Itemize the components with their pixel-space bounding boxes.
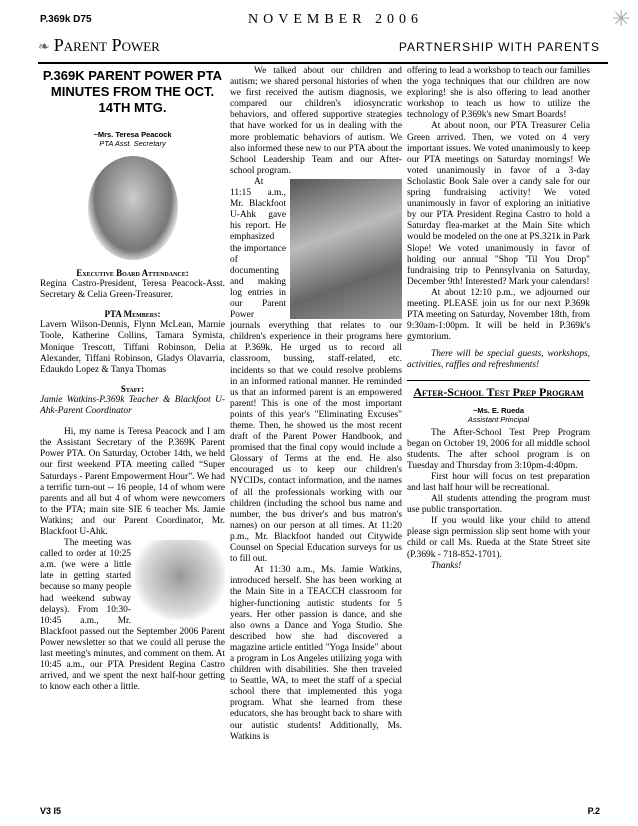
header-month: NOVEMBER 2006 <box>248 12 424 27</box>
partnership-banner: PARTNERSHIP WITH PARENTS <box>398 40 600 54</box>
header-rule <box>38 62 608 64</box>
sidebar-byline: ~Ms. E. Rueda <box>472 405 525 415</box>
col3-paragraph-3: At about 12:10 p.m., we adjourned our meeting. PLEASE join us for our next P.369k PTA meeting on Saturday, November 18th, from 9:30am-1:00pm. It will be held in P.369k's gymtorium. <box>407 287 590 343</box>
members-heading: PTA Members: <box>104 309 161 320</box>
staff-text: Jamie Watkins-P.369k Teacher & Blackfoot U-Ahk-Parent Coordinator <box>40 394 225 417</box>
staff-heading: Staff: <box>120 383 145 394</box>
col3-paragraph-4: There will be special guests, workshops, activities, raffles and refreshments! <box>407 349 590 371</box>
sidebar-title <box>407 380 590 400</box>
col3-paragraph-2: At about noon, our PTA Treasurer Celia Green arrived. Then, we voted on 4 very important issues. We voted unanimously to keep our PTA meetings on Saturday mornings! We voted unanimously in favor of a 3-day Scholastic Book Sale over a candy sale for our spring fundraising activity! We voted unanimously in favor of exploring an initiative by our PTA President Regina Castro to hold a Saturday flea-market at the Main Site which would be modeled on the one at PS.321k in Park Slope! We voted unanimously in favor of holding our annual "Shop 'Til You Drop" fundraising trip to Pennsylvania on Saturday, December 9th! Interested? Mark your calendars! <box>407 121 590 287</box>
exec-heading: Executive Board Attendance: <box>76 268 189 278</box>
members-text: Lavern Wilson-Dennis, Flynn McLean, Marnie Toole, Katherine Collins, Tamara Symista, Monique Trescott, Tiffani Robinson, Delia Alexander, Tiffani Robinson, Gladys Olavarria, Edaukdo Lopez & Tanya Thomas <box>40 320 225 375</box>
article-byline-role: PTA Asst. Secretary <box>99 139 166 148</box>
article-byline: ~Mrs. Teresa Peacock <box>93 130 172 139</box>
footer-volume: V3 I5 <box>40 806 62 816</box>
sidebar-byline-role: Assistant Principal <box>467 414 530 424</box>
col1-paragraph-2: The meeting was called to order at 10:25 a.m. (we were a little late in getting started because so many people had weekend subway delays). From 10:30-10:45 a.m., Mr. Blackfoot passed out the September 2006 Parent Power newsletter so that we could all peruse the last meeting's minutes, and comment on them. At 10:45 a.m., our PTA President Regina Castro arrived, and we spent the next half-hour getting to know each other a little. <box>40 538 225 693</box>
col1-paragraph-1: Hi, my name is Teresa Peacock and I am the Assistant Secretary of the P.369K Parent Power PTA. On Saturday, October 14th, we held our first weekend PTA meeting called “Super Saturdays - Parent Empowerment Hour”. We had a terrific turn-out -- 16 people, 14 of whom were parents and all but 4 of whom were newcomers to the PTA; main site SIE 6 teacher Ms. Jamie Watkins; and our Parent Coordinator, Mr. Blackfoot U-Ahk. <box>40 427 225 537</box>
logo-text: Parent Power <box>53 35 160 55</box>
col3-paragraph-1: offering to lead a workshop to teach our families the yoga techniques that our children are now exploring! she is also offering to lead another workshop to teach us how to utilize the technology of P.369k's new Smart Boards! <box>407 66 590 121</box>
col2-paragraph-1: We talked about our children and autism; we shared personal histories of when we first received the autism diagnosis, we compared our children's idiosyncratic behaviors, and offered supportive strategies that have worked for us in dealing with the more problematic behaviors of autism. We also informed these new to our PTA about the School Leadership Team and our After-school program. <box>230 66 402 176</box>
yoga-photo <box>135 540 225 620</box>
article-title: P.369K PARENT POWER PTA MINUTES FROM THE OCT. 14TH MTG. <box>42 68 223 115</box>
col2-paragraph-3: At 11:30 a.m., Ms. Jamie Watkins, introduced herself. She has been working at the Main Site in a TEACCH classroom for higher-functioning autistic students for 5 years. Her other passion is dance, and she also owns a Dance and Yoga Studio. She described how she had discovered a magazine article entitled "Yoga Inside" about a program in Los Angeles utilizing yoga with children with disabilities. She then traveled to Seattle, WA, to meet the staff of a special school there that implemented this yoga program. What she learned from these educators, she has brought back to share with our autistic students! Additionally, Ms. Watkins is <box>230 565 402 742</box>
sidebar-paragraph-5: Thanks! <box>431 560 462 571</box>
sidebar-paragraph-4: If you would like your child to attend please sign permission slip sent home with your child or call Ms. Rueda at the State Street site (P.369k - 718-852-1701). <box>407 516 590 560</box>
classroom-photo <box>290 179 402 319</box>
sidebar-paragraph-2: First hour will focus on test preparation and last half hour will be recreational. <box>407 471 590 493</box>
sidebar-paragraph-3: All students attending the program must use public transportation. <box>407 494 590 516</box>
header-code: P.369k D75 <box>40 14 92 25</box>
column-2 <box>230 66 402 743</box>
newsletter-logo <box>38 35 160 56</box>
sidebar-paragraph-1: The After-School Test Prep Program began on October 19, 2006 for all middle school students. The after school program is on Tuesday and Thursday from 3:10pm-4:40pm. <box>407 427 590 471</box>
column-3 <box>407 66 590 572</box>
col2-paragraph-2: At 11:15 a.m., Mr. Blackfoot U-Ahk gave his report. He emphasized the importance of documenting and making log entries in our Parent Power journals everything that relates to our children's experience in their programs here at P.369k. He urged us to record all classroom, bussing, staff-related, etc. incidents so that we could resolve problems in an informed rational manner. He reminded us that an informed parent is an empowered parent! This is one of the most important points of this year's "Eliminating Excuses" theme. Then, he showed us the most recent draft of the Parent Power Handbook, and promised that the final copy would include a Glossary of Terms at the end. He also encouraged us to keep our children's NYCIDs, contact information, and the names of all the professionals working with our children (including the school bus name and number, the bus driver's and bus matron's names) on our person at all times. At 11:20 p.m., Mr. Blackfoot handed out Citywide Counsel on Special Education surveys for us to fill out. <box>230 176 402 565</box>
sun-icon: ✳ <box>612 6 631 31</box>
author-photo <box>88 156 178 260</box>
exec-text: Regina Castro-President, Teresa Peacock-Asst. Secretary & Celia Green-Treasurer. <box>40 279 225 301</box>
footer-page: P.2 <box>587 806 600 816</box>
sidebar-title-text: After-School Test Prep Program <box>413 384 584 399</box>
logo-icon: ❧ <box>38 40 50 55</box>
column-1 <box>40 66 225 693</box>
